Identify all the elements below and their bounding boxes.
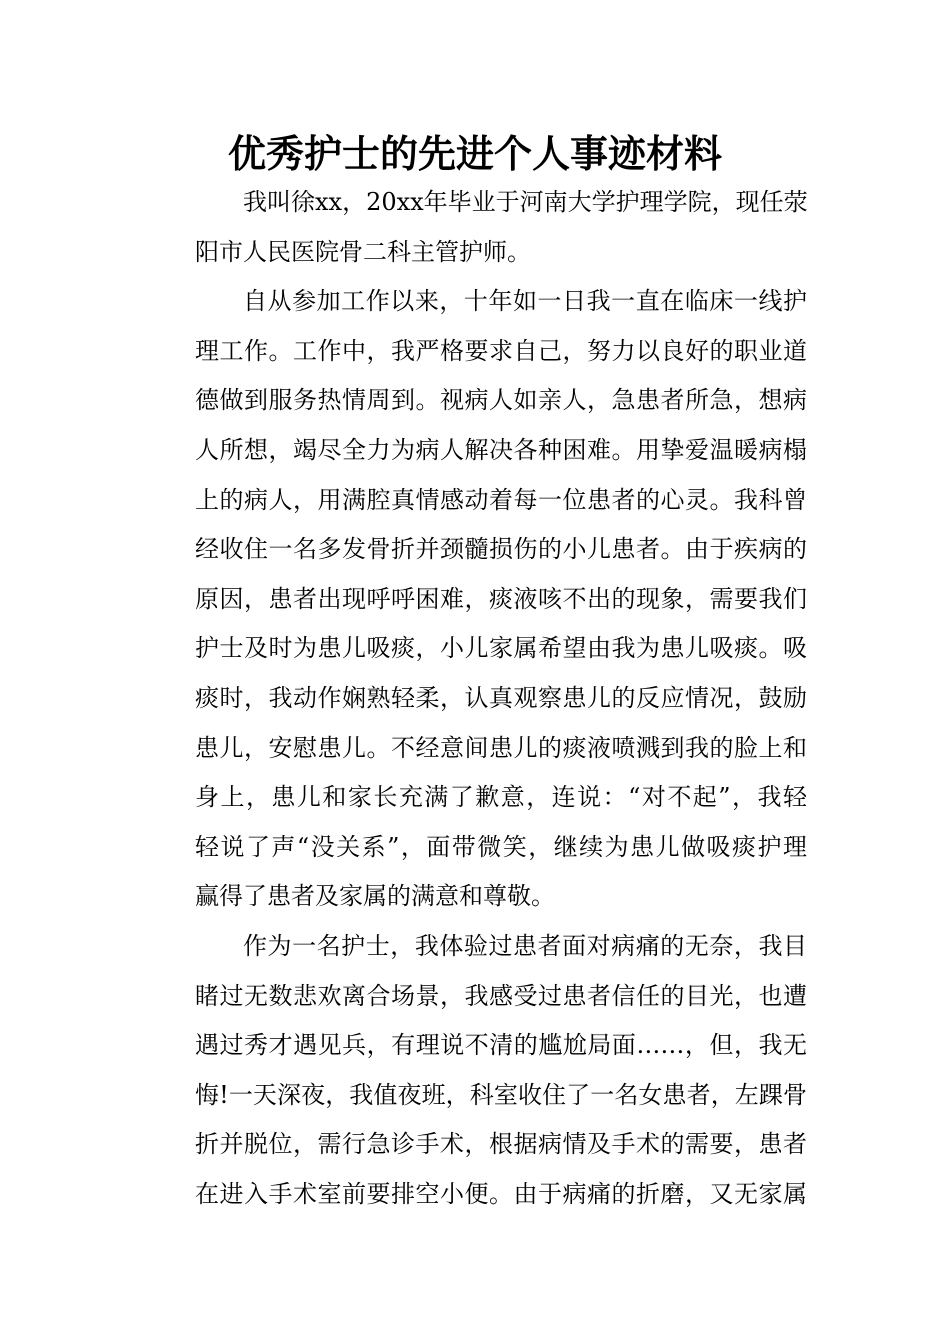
text-line: 作为一名护士，我体验过患者面对病痛的无奈，我目 — [243, 931, 807, 960]
text-line: 遇过秀才遇见兵，有理说不清的尴尬局面……，但，我无 — [195, 1031, 807, 1060]
paragraph-2 — [147, 277, 807, 922]
text-line: 上的病人，用满腔真情感动着每一位患者的心灵。我科曾 — [195, 485, 807, 514]
text-line: 折并脱位，需行急诊手术，根据病情及手术的需要，患者 — [195, 1130, 807, 1159]
text-line: 人所想，竭尽全力为病人解决各种困难。用挚爱温暖病榻 — [195, 435, 807, 464]
paragraph-3 — [147, 922, 807, 1220]
text-line: 在进入手术室前要排空小便。由于病痛的折磨，又无家属 — [195, 1179, 807, 1208]
text-line: 痰时，我动作娴熟轻柔，认真观察患儿的反应情况，鼓励 — [195, 683, 807, 712]
text-line: 自从参加工作以来，十年如一日我一直在临床一线护 — [243, 287, 807, 316]
document-title: 优秀护士的先进个人事迹材料 — [227, 131, 722, 176]
text-line: 理工作。工作中，我严格要求自己，努力以良好的职业道 — [195, 336, 807, 365]
text-line: 患儿，安慰患儿。不经意间患儿的痰液喷溅到我的脸上和 — [195, 733, 807, 762]
text-line: 护士及时为患儿吸痰，小儿家属希望由我为患儿吸痰。吸 — [195, 634, 807, 663]
text-line: 赢得了患者及家属的满意和尊敬。 — [195, 882, 555, 911]
text-line: 德做到服务热情周到。视病人如亲人，急患者所急，想病 — [195, 386, 807, 415]
text-line: 经收住一名多发骨折并颈髓损伤的小儿患者。由于疾病的 — [195, 535, 807, 564]
document-body — [147, 178, 807, 1219]
text-line: 身上，患儿和家长充满了歉意，连说：“对不起”，我轻 — [195, 783, 807, 812]
text-line: 悔!一天深夜，我值夜班，科室收住了一名女患者，左踝骨 — [195, 1080, 807, 1109]
text-line: 睹过无数悲欢离合场景，我感受过患者信任的目光，也遭 — [195, 981, 807, 1010]
text-line: 阳市人民医院骨二科主管护师。 — [195, 237, 531, 266]
text-line: 我叫徐xx，20xx年毕业于河南大学护理学院，现任荥 — [243, 188, 808, 216]
paragraph-1 — [147, 178, 807, 277]
text-line: 轻说了声“没关系”，面带微笑，继续为患儿做吸痰护理 — [195, 832, 807, 861]
text-line: 原因，患者出现呼呼困难，痰液咳不出的现象，需要我们 — [195, 584, 807, 613]
